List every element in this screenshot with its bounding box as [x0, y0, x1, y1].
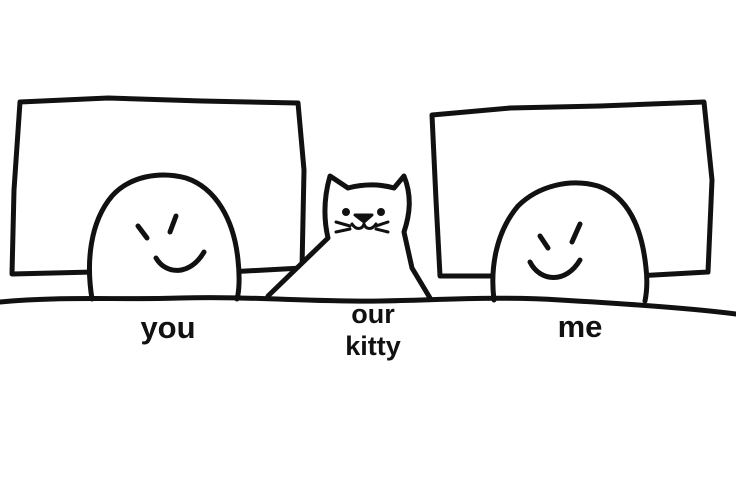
kitty-body [268, 176, 430, 298]
label-me: me [557, 309, 603, 344]
label-you: you [140, 310, 196, 345]
left-character-body [89, 175, 239, 299]
label-kitty: kitty [345, 331, 401, 361]
label-our: our [351, 299, 395, 329]
label-our-kitty [318, 298, 428, 362]
